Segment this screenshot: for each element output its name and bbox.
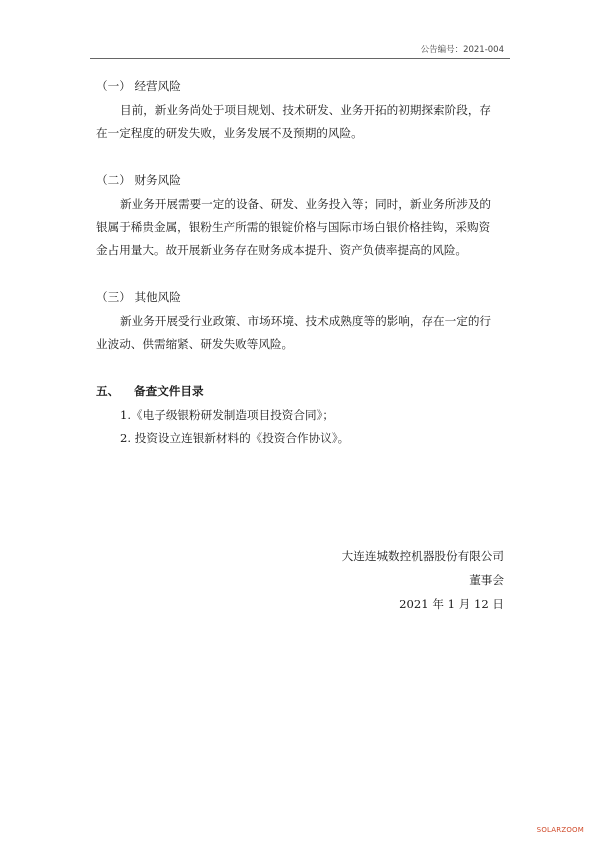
paragraph-line: 业波动、供需缩紧、研发失败等风险。 bbox=[96, 337, 294, 351]
filing-item: 2. 投资设立连银新材料的《投资合作协议》。 bbox=[120, 431, 350, 445]
paragraph-line: 新业务开展需要一定的设备、研发、业务投入等；同时，新业务所涉及的 bbox=[120, 197, 492, 211]
announcement-number: 公告编号：2021-004 bbox=[420, 45, 504, 55]
paragraph-line: 在一定程度的研发失败，业务发展不及预期的风险。 bbox=[96, 126, 363, 140]
announcement-date: 2021 年 1 月 12 日 bbox=[399, 597, 504, 611]
section-title-operating-risk: （一） 经营风险 bbox=[96, 79, 181, 93]
section-title-financial-risk: （二） 财务风险 bbox=[96, 173, 181, 187]
filing-item: 1.《电子级银粉研发制造项目投资合同》； bbox=[120, 408, 334, 422]
watermark-logo: SOLARZOOM bbox=[536, 826, 584, 834]
section-heading-filing-documents: 备查文件目录 bbox=[134, 384, 204, 398]
section-title-other-risk: （三） 其他风险 bbox=[96, 290, 181, 304]
paragraph-line: 金占用量大。故开展新业务存在财务成本提升、资产负债率提高的风险。 bbox=[96, 243, 468, 257]
paragraph-line: 目前，新业务尚处于项目规划、技术研发、业务开拓的初期探索阶段，存 bbox=[120, 103, 492, 117]
header-divider bbox=[90, 58, 510, 59]
paragraph-line: 银属于稀贵金属，银粉生产所需的银锭价格与国际市场白银价格挂钩，采购资 bbox=[96, 220, 491, 234]
company-name: 大连连城数控机器股份有限公司 bbox=[341, 549, 504, 563]
section-number: 五、 bbox=[96, 384, 120, 398]
paragraph-line: 新业务开展受行业政策、市场环境、技术成熟度等的影响，存在一定的行 bbox=[120, 314, 492, 328]
board-of-directors: 董事会 bbox=[469, 573, 504, 587]
